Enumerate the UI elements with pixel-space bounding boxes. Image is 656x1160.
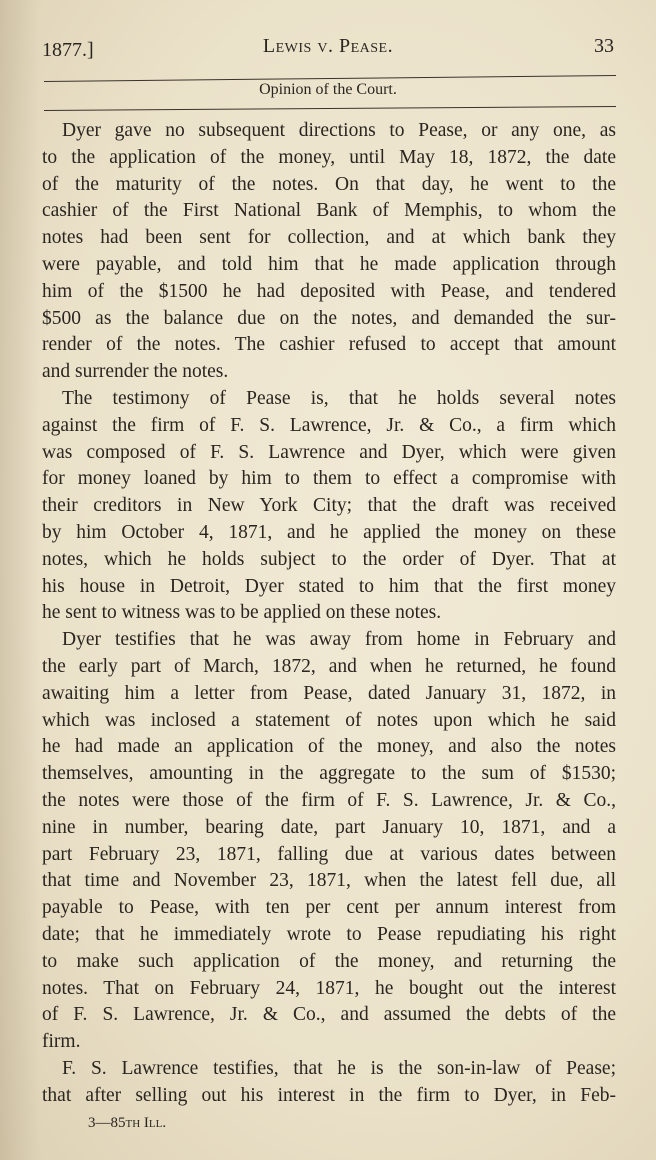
- body-text: [42, 118, 616, 1109]
- text-line: awaiting him a letter from Pease, dated January 31, 1872, in: [42, 682, 616, 704]
- running-head-year: 1877.]: [42, 39, 94, 61]
- text-line: of the maturity of the notes. On that day, he went to the: [42, 173, 616, 195]
- text-line: notes, which he holds subject to the order of Dyer. That at: [42, 548, 616, 570]
- text-line: to the application of the money, until May 18, 1872, the date: [42, 146, 616, 168]
- text-line: notes. That on February 24, 1871, he bought out the interest: [42, 977, 616, 999]
- text-line: payable to Pease, with ten per cent per annum interest from: [42, 897, 616, 919]
- text-line: themselves, amounting in the aggregate to the sum of $1530;: [42, 763, 616, 785]
- text-line: his house in Detroit, Dyer stated to him that the first money: [42, 575, 616, 597]
- text-line: the notes were those of the firm of F. S. Lawrence, Jr. & Co.,: [42, 789, 616, 811]
- text-line: by him October 4, 1871, and he applied the money on these: [42, 521, 616, 543]
- text-line: $500 as the balance due on the notes, and demanded the sur-: [42, 307, 616, 329]
- text-line: against the firm of F. S. Lawrence, Jr. & Co., a firm which: [42, 414, 616, 436]
- text-line: that time and November 23, 1871, when the latest fell due, all: [42, 870, 616, 892]
- page-shading: [0, 0, 40, 1160]
- text-line: render of the notes. The cashier refused to accept that amount: [42, 334, 616, 356]
- text-line: he sent to witness was to be applied on these notes.: [42, 602, 442, 624]
- text-line: was composed of F. S. Lawrence and Dyer, which were given: [42, 441, 616, 463]
- text-line: him of the $1500 he had deposited with Pease, and tendered: [42, 280, 616, 302]
- header-rule-bottom: [44, 106, 616, 111]
- text-line: firm.: [42, 1031, 81, 1053]
- text-line: of F. S. Lawrence, Jr. & Co., and assumed the debts of the: [42, 1004, 616, 1026]
- signature-mark: 3—85th Ill.: [88, 1115, 167, 1131]
- text-line: part February 23, 1871, falling due at various dates between: [42, 843, 616, 865]
- text-line: nine in number, bearing date, part January 10, 1871, and a: [42, 816, 616, 838]
- text-line: he had made an application of the money, and also the notes: [42, 736, 616, 758]
- running-head-title: Lewis v. Pease.: [262, 35, 394, 57]
- text-line: the early part of March, 1872, and when he returned, he found: [42, 655, 616, 677]
- text-line: Dyer testifies that he was away from home in February and: [62, 629, 616, 651]
- text-line: The testimony of Pease is, that he holds several notes: [62, 387, 616, 409]
- text-line: F. S. Lawrence testifies, that he is the son-in-law of Pease;: [62, 1057, 616, 1079]
- text-line: and surrender the notes.: [42, 361, 229, 383]
- text-line: to make such application of the money, and returning the: [42, 950, 616, 972]
- text-line: that after selling out his interest in the firm to Dyer, in Feb-: [42, 1084, 616, 1106]
- text-line: were payable, and told him that he made application through: [42, 253, 616, 275]
- text-line: Dyer gave no subsequent directions to Pease, or any one, as: [62, 120, 616, 141]
- text-line: date; that he immediately wrote to Pease repudiating his right: [42, 923, 616, 945]
- text-line: their creditors in New York City; that the draft was received: [42, 495, 616, 517]
- page-number: 33: [594, 35, 614, 57]
- text-line: cashier of the First National Bank of Memphis, to whom the: [42, 200, 616, 222]
- text-line: which was inclosed a statement of notes upon which he said: [42, 709, 616, 731]
- section-subtitle: Opinion of the Court.: [259, 81, 397, 98]
- text-line: notes had been sent for collection, and at which bank they: [42, 227, 616, 249]
- text-line: for money loaned by him to them to effect a compromise with: [42, 468, 616, 490]
